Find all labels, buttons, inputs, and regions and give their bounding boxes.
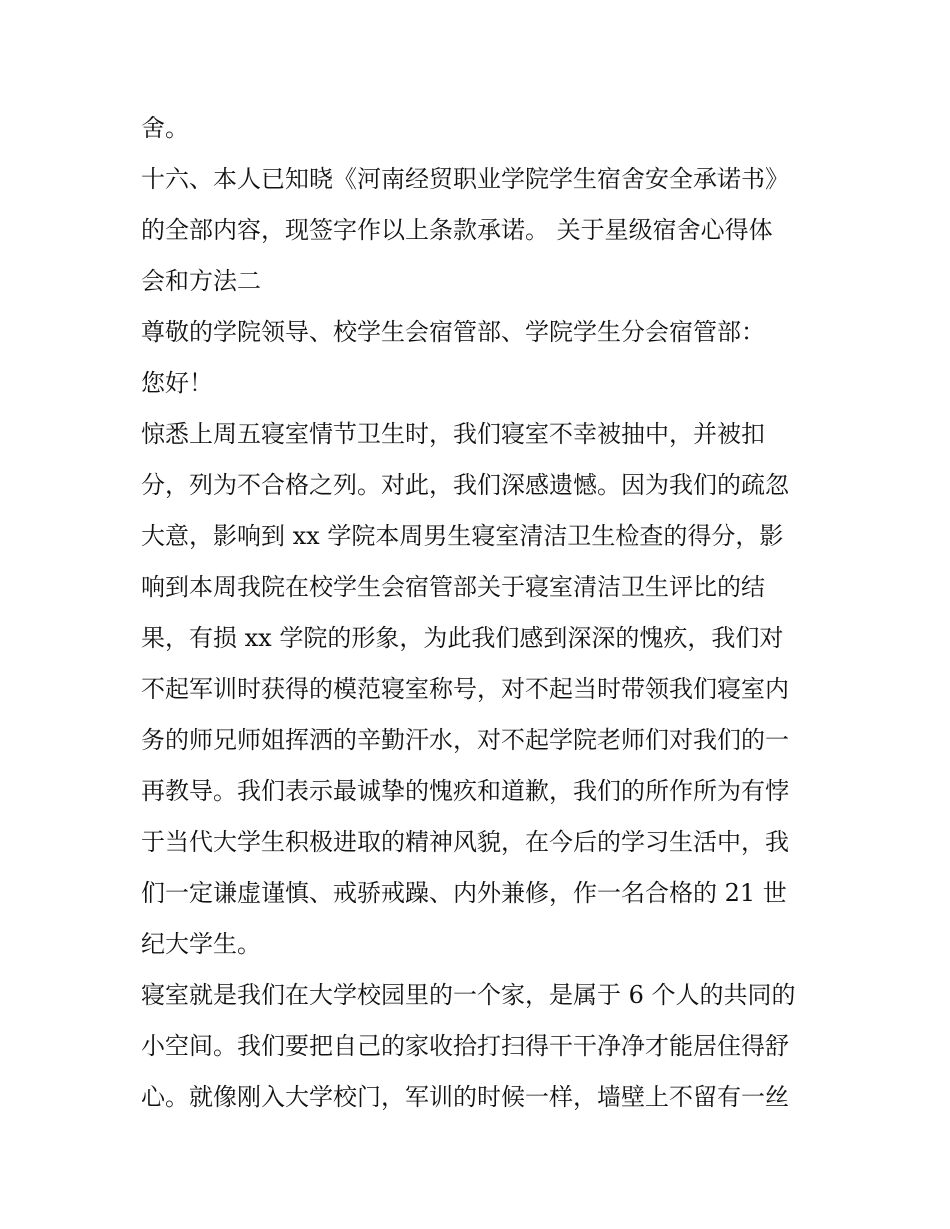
text-line: 惊悉上周五寝室情节卫生时，我们寝室不幸被抽中，并被扣: [141, 420, 765, 448]
text-line: 于当代大学生积极进取的精神风貌，在今后的学习生活中，我: [141, 828, 789, 856]
text-line: 响到本周我院在校学生会宿管部关于寝室清洁卫生评比的结: [141, 573, 765, 601]
text-line: 十六、本人已知晓《河南经贸职业学院学生宿舍安全承诺书》: [141, 165, 789, 193]
text-line: 分，列为不合格之列。对此，我们深感遗憾。因为我们的疏忽: [141, 471, 789, 499]
text-line: 舍。: [141, 114, 189, 142]
text-line: 您好！: [141, 369, 213, 397]
text-line: 的全部内容，现签字作以上条款承诺。 关于星级宿舍心得体: [141, 216, 773, 244]
text-line: 寝室就是我们在大学校园里的一个家，是属于 6 个人的共同的: [141, 981, 796, 1009]
text-line: 小空间。我们要把自己的家收拾打扫得干干净净才能居住得舒: [141, 1032, 789, 1060]
text-line: 务的师兄师姐挥洒的辛勤汗水，对不起学院老师们对我们的一: [141, 726, 789, 754]
text-line: 不起军训时获得的模范寝室称号，对不起当时带领我们寝室内: [141, 675, 789, 703]
text-line: 会和方法二: [141, 267, 261, 295]
text-line: 大意，影响到 xx 学院本周男生寝室清洁卫生检查的得分，影: [141, 522, 784, 550]
text-line: 果，有损 xx 学院的形象，为此我们感到深深的愧疚，我们对: [141, 624, 784, 652]
text-line: 心。就像刚入大学校门，军训的时候一样，墙壁上不留有一丝: [141, 1083, 789, 1111]
text-line: 尊敬的学院领导、校学生会宿管部、学院学生分会宿管部：: [141, 318, 765, 346]
text-line: 再教导。我们表示最诚挚的愧疚和道歉，我们的所作所为有悖: [141, 777, 789, 805]
text-line: 纪大学生。: [141, 930, 261, 958]
text-line: 们一定谦虚谨慎、戒骄戒躁、内外兼修，作一名合格的 21 世: [141, 879, 787, 907]
